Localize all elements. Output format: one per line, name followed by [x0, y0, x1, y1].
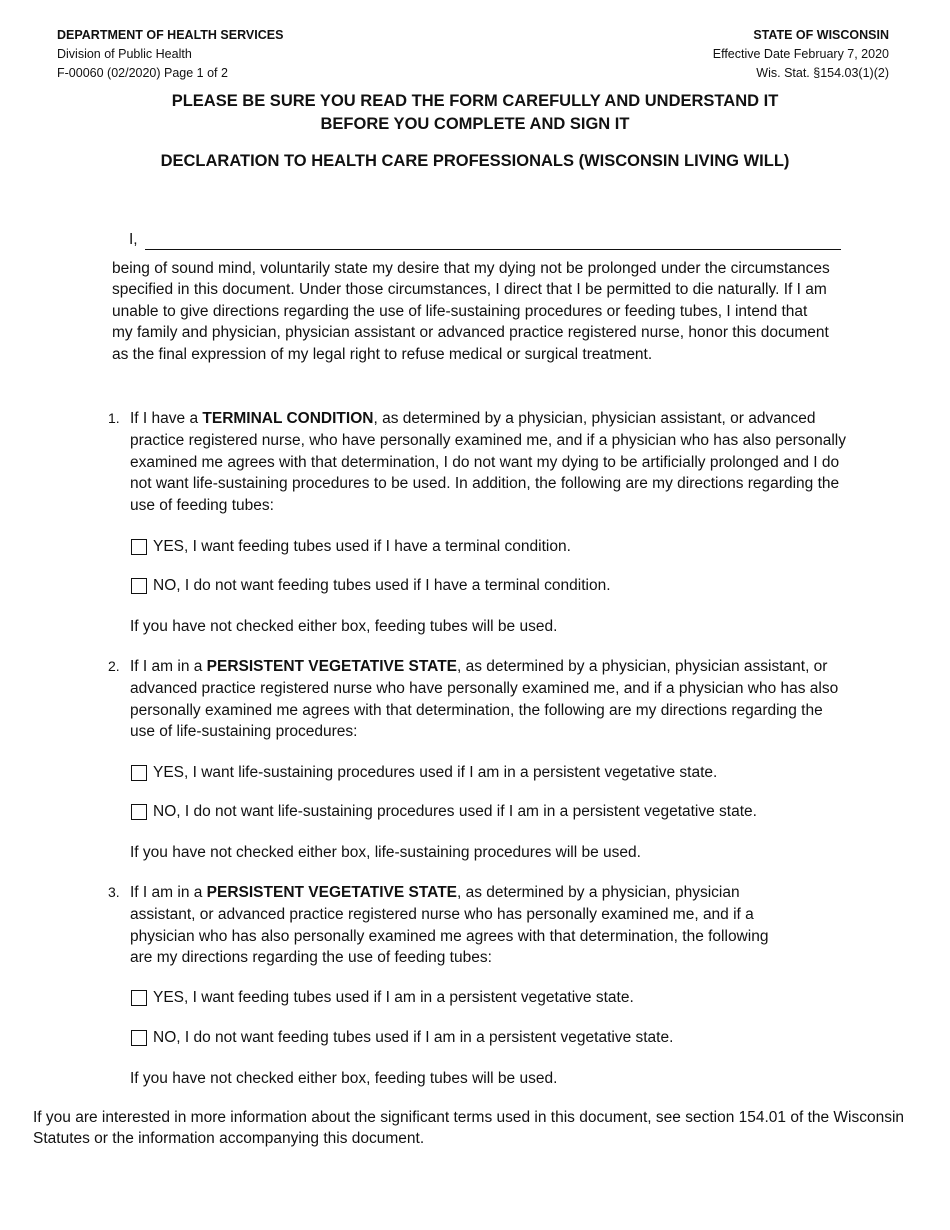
declarant-prefix: I,	[129, 231, 138, 248]
option-label: NO, I do not want feeding tubes used if I am in a persistent vegetative state.	[153, 1029, 674, 1046]
option-label: NO, I do not want feeding tubes used if I have a terminal condition.	[153, 577, 611, 594]
checkbox[interactable]	[131, 539, 147, 555]
intro-paragraph: being of sound mind, voluntarily state my desire that my dying not be prolonged under the circumstances specified in this document. Under those circumstances, I direct that I be permitted to die naturally. If I am unable to give directions regarding the use of life-sustaining procedures or feeding tubes, I intend that my family and physician, physician assistant or advanced practice registered nurse, honor this document as the final expression of my legal right to refuse medical or surgical treatment.	[112, 260, 830, 363]
state-name: STATE OF WISCONSIN	[753, 28, 889, 42]
item-emphasis: PERSISTENT VEGETATIVE STATE	[206, 658, 457, 675]
item-1-default-note: If you have not checked either box, feeding tubes will be used.	[130, 618, 558, 635]
option-label: YES, I want life-sustaining procedures used if I am in a persistent vegetative state.	[153, 764, 718, 781]
option-label: NO, I do not want life-sustaining procedures used if I am in a persistent vegetative state.	[153, 803, 757, 820]
item-3-no-option[interactable]	[131, 1028, 673, 1048]
item-1-no-option[interactable]	[131, 576, 611, 596]
item-3-yes-option[interactable]	[131, 988, 634, 1008]
item-2-default-note: If you have not checked either box, life-sustaining procedures will be used.	[130, 844, 641, 861]
option-label: YES, I want feeding tubes used if I am in a persistent vegetative state.	[153, 989, 634, 1006]
checkbox[interactable]	[131, 1030, 147, 1046]
item-emphasis: PERSISTENT VEGETATIVE STATE	[206, 884, 457, 901]
division-name: Division of Public Health	[57, 47, 192, 61]
effective-date: Effective Date February 7, 2020	[712, 47, 889, 61]
declarant-name-field[interactable]	[145, 249, 841, 250]
directive-item-1: 1. If I have a TERMINAL CONDITION, as determined by a physician, physician assistant, or advanced practice registered nurse, who have personally examined me, and if a physician who has also personally examined me agrees with that determination, I do not want my dying to be artificially prolonged and I do not want life-sustaining procedures to be used. In addition, the following are my directions regarding the use of feeding tubes:	[108, 410, 846, 515]
item-1-yes-option[interactable]	[131, 537, 571, 557]
department-name: DEPARTMENT OF HEALTH SERVICES	[57, 28, 284, 42]
checkbox[interactable]	[131, 578, 147, 594]
header-left	[57, 26, 283, 83]
item-2-no-option[interactable]	[131, 802, 757, 822]
footer-note: If you are interested in more information about the significant terms used in this document, see section 154.01 of the Wisconsin Statutes or the information accompanying this document.	[33, 1109, 905, 1147]
item-2-yes-option[interactable]	[131, 763, 717, 783]
read-carefully-notice: PLEASE BE SURE YOU READ THE FORM CAREFULLY AND UNDERSTAND IT BEFORE YOU COMPLETE AND SIGN IT	[171, 92, 779, 133]
item-number: 3.	[108, 884, 120, 900]
item-number: 2.	[108, 658, 120, 674]
directive-item-3: 3. If I am in a PERSISTENT VEGETATIVE STATE, as determined by a physician, physician assistant, or advanced practice registered nurse who has personally examined me, and if a physician who has also personally examined me agrees with that determination, the following are my directions regarding the use of feeding tubes:	[108, 884, 769, 967]
option-label: YES, I want feeding tubes used if I have a terminal condition.	[153, 538, 571, 555]
form-id: F-00060 (02/2020) Page 1 of 2	[57, 66, 228, 80]
directive-item-2: 2. If I am in a PERSISTENT VEGETATIVE STATE, as determined by a physician, physician assistant, or advanced practice registered nurse who have personally examined me, and if a physician who has also personally examined me agrees with that determination, the following are my directions regarding the use of life-sustaining procedures:	[108, 658, 839, 741]
form-title: DECLARATION TO HEALTH CARE PROFESSIONALS (WISCONSIN LIVING WILL)	[160, 152, 790, 170]
item-number: 1.	[108, 410, 120, 426]
checkbox[interactable]	[131, 990, 147, 1006]
statute-reference: Wis. Stat. §154.03(1)(2)	[756, 66, 889, 80]
header-right	[713, 26, 889, 83]
item-3-default-note: If you have not checked either box, feeding tubes will be used.	[130, 1070, 558, 1087]
checkbox[interactable]	[131, 765, 147, 781]
item-emphasis: TERMINAL CONDITION	[202, 410, 374, 427]
checkbox[interactable]	[131, 804, 147, 820]
